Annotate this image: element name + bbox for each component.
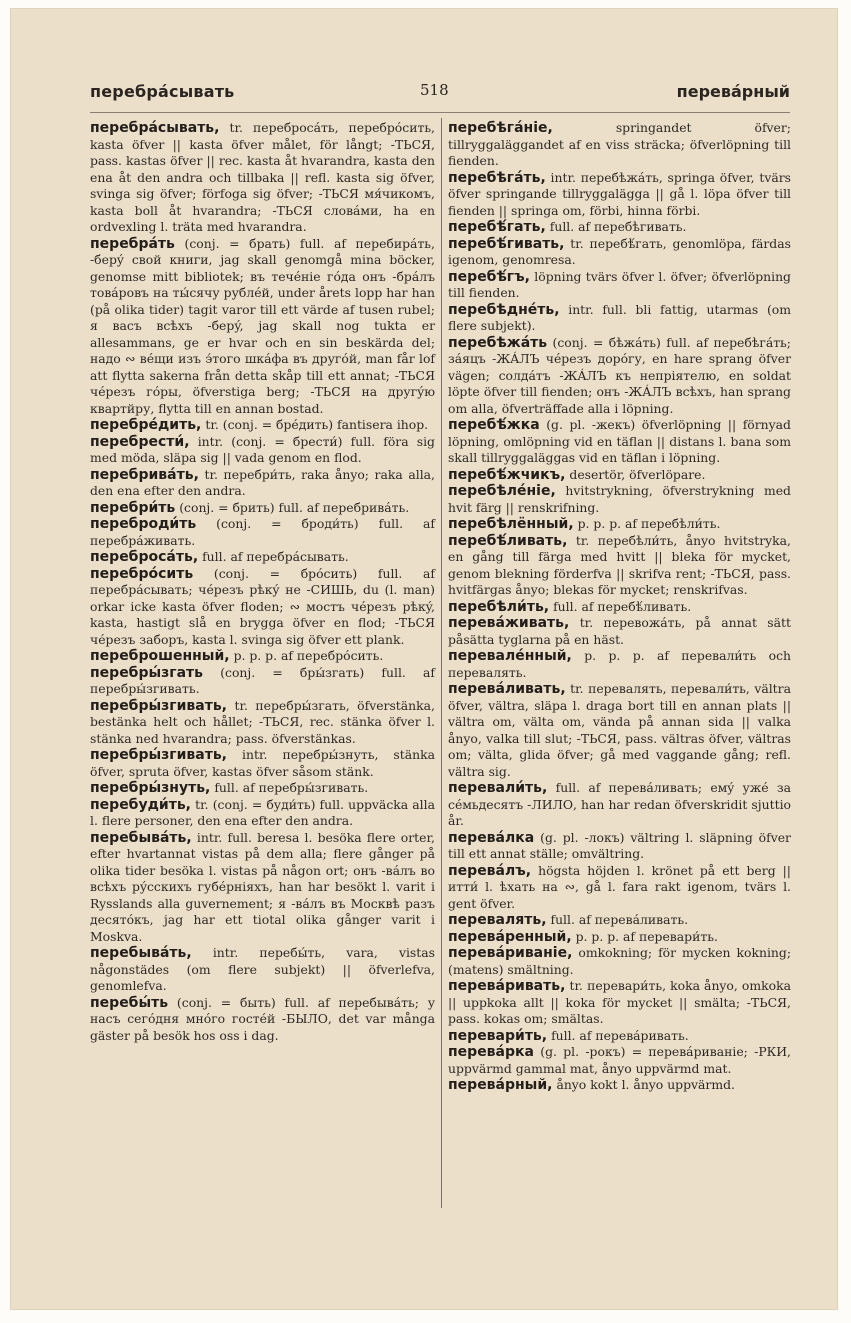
entry-headword: перебры́знуть,	[90, 780, 211, 796]
right-column	[448, 120, 791, 1094]
dictionary-entry	[448, 467, 791, 484]
entry-headword: перебри́ть	[90, 499, 176, 516]
entry-definition: p. p. p. af перевали́ть och перевалять.	[448, 648, 791, 680]
entry-definition: tr. перебросáть, перебрóсить, kasta öfver || kasta öfver målet, för långt; -ТЬСЯ, pass. kastas öfver || rec. kasta åt hvarandra, kasta den ena åt den andra och tillbaka || refl. kasta sig öfver, svinga sig öfver; förfoga sig öfver; -ТЬСЯ мя́чикомъ, kasta boll åt hvarandra; -ТЬСЯ словáми, ha en ordvexling l. träta med hvarandra.	[90, 120, 435, 234]
left-running-headword: перебрáсывать	[90, 82, 235, 101]
entry-headword: перевáживать,	[448, 615, 570, 631]
entry-definition: tr. перебѣ́гать, genomlöpa, färdas igenom, genomresa.	[448, 235, 791, 267]
entry-definition: tr. перевалять, перевали́ть, vältra öfver, vältra, släpa l. draga bort till en annan plats || vältra om, välta om, vända på annan sida || valka ånyo, valka till slut; -ТЬСЯ, pass. vältras öfver, vältras om; välta, glida öfver; gå med vaggande gång; refl. vältra sig.	[448, 681, 791, 779]
entry-headword: перевáренный,	[448, 928, 572, 945]
entry-definition: intr. (conj. = брести́) full. föra sig med möda, släpa sig || vada genom en flod.	[90, 433, 435, 465]
entry-definition: desertör, öfverlöpare.	[569, 466, 706, 482]
dictionary-entry	[448, 1028, 791, 1045]
dictionary-entry	[448, 648, 791, 681]
entry-definition: full. af перевáливать; емý ужé за сéмьдесятъ -ЛИЛО, han har redan öfverskridit sjuttio år.	[448, 780, 791, 828]
entry-headword: перебѣгáть,	[448, 169, 546, 186]
entry-headword: перебры́згать	[90, 664, 204, 681]
dictionary-entry	[448, 945, 791, 978]
entry-headword: перебѣ́ливать,	[448, 532, 568, 549]
dictionary-entry	[90, 698, 435, 748]
entry-headword: перебывáть,	[90, 945, 192, 961]
entry-definition: (conj. = бры́згать) full. af перебры́згивать.	[90, 664, 435, 696]
entry-headword: перевали́ть,	[448, 780, 548, 796]
dictionary-entry	[448, 269, 791, 302]
entry-definition: full. af перебры́згивать.	[214, 780, 369, 795]
entry-definition: högsta höjden l. krönet på ett berg || итти́ l. ѣхать на ∾, gå l. fara rakt igenom, tvärs l. gent öfver.	[448, 862, 791, 911]
entry-headword: перебуди́ть,	[90, 796, 191, 813]
entry-headword: перебѣлённый,	[448, 516, 574, 532]
dictionary-entry	[90, 995, 435, 1045]
entry-headword: перевалéнный,	[448, 648, 572, 664]
dictionary-entry	[448, 236, 791, 269]
entry-definition: intr. перебѣжáть, springa öfver, tvärs öfver springande tillryggalägga || gå l. löpa öfver till fienden || springa om, förbi, hinna förbi.	[448, 169, 791, 218]
entry-definition: hvitstrykning, öfverstrykning med hvit färg || renskrifning.	[448, 483, 791, 515]
entry-definition: intr. перебы́ть, vara, vistas någonstädes (om flere subjekt) || öfverlefva, genomlefva.	[90, 945, 435, 993]
entry-definition: full. af перебѣ́ливать.	[553, 598, 692, 614]
entry-headword: перебривáть,	[90, 466, 199, 483]
entry-headword: переброшенный,	[90, 648, 230, 664]
dictionary-entry	[90, 467, 435, 500]
dictionary-entry	[90, 236, 435, 418]
dictionary-entry	[448, 170, 791, 220]
entry-headword: перевáрка	[448, 1044, 534, 1060]
dictionary-entry	[448, 912, 791, 929]
entry-definition: (g. pl. -жекъ) öfverlöpning || förnyad löpning, omlöpning vid en täflan || distans l. bana som skall tillryggaläggas vid en täflan i löpning.	[448, 417, 791, 465]
entry-headword: перебры́згивать,	[90, 747, 227, 763]
entry-headword: перевáлка	[448, 829, 535, 846]
dictionary-entry	[448, 219, 791, 236]
entry-definition: p. p. p. af перебѣли́ть.	[577, 516, 721, 531]
entry-headword: перебрести́,	[90, 433, 190, 450]
dictionary-entry	[90, 665, 435, 698]
entry-definition: tr. (conj. = буди́ть) full. uppväcka alla l. flere personer, den ena efter den andra.	[90, 796, 435, 828]
dictionary-entry	[90, 566, 435, 649]
entry-headword: перебѣ́гъ,	[448, 268, 530, 285]
entry-headword: перевáрный,	[448, 1077, 553, 1093]
entry-headword: перевáриваніе,	[448, 945, 573, 961]
entry-headword: перебѣлéніе,	[448, 483, 556, 499]
entry-definition: p. p. p. af перевари́ть.	[575, 928, 718, 944]
header-rule	[90, 112, 790, 113]
entry-headword: перевáривать,	[448, 978, 566, 994]
dictionary-entry	[448, 417, 791, 467]
entry-definition: tr. перевожáть, på annat sätt påsätta tyglarna på en häst.	[448, 615, 791, 647]
dictionary-entry	[448, 863, 791, 913]
entry-definition: full. af перевáривать.	[551, 1027, 689, 1043]
entry-definition: (conj. = брить) full. af перебривáть.	[179, 499, 410, 515]
entry-definition: ånyo kokt l. ånyo uppvärmd.	[556, 1077, 735, 1092]
dictionary-entry	[90, 120, 435, 236]
dictionary-entry	[448, 1044, 791, 1077]
entry-definition: (g. pl. -рокъ) = перевáриваніе; -РКИ, uppvärmd gammal mat, ånyo uppvärmd mat.	[448, 1044, 791, 1076]
dictionary-entry	[448, 1077, 791, 1094]
entry-headword: перебѣ́жка	[448, 417, 540, 433]
dictionary-entry	[448, 335, 791, 418]
entry-headword: перебрáть	[90, 235, 175, 252]
page-header	[90, 76, 790, 106]
dictionary-entry	[448, 929, 791, 946]
entry-definition: tr. перевари́ть, koka ånyo, omkoka || uppkoka allt || koka för mycket || smälta; -ТЬСЯ, pass. kokas om; smältas.	[448, 978, 791, 1026]
entry-headword: перебывáть,	[90, 829, 192, 846]
dictionary-entry	[448, 978, 791, 1028]
entry-headword: перевáлъ,	[448, 862, 532, 879]
dictionary-entry	[448, 599, 791, 616]
entry-definition: intr. перебры́знуть, stänka öfver, spruta öfver, kastas öfver såsom stänk.	[90, 747, 435, 779]
entry-definition: springandet öfver; tillryggaläggandet af en viss sträcka; öfverlöpning till fienden.	[448, 120, 791, 168]
entry-definition: full. af перевáливать.	[550, 912, 689, 927]
entry-headword: переброди́ть	[90, 516, 197, 532]
entry-headword: перебы́ть	[90, 994, 169, 1011]
dictionary-entry	[90, 780, 435, 797]
dictionary-entry	[90, 434, 435, 467]
dictionary-entry	[90, 648, 435, 665]
dictionary-entry	[90, 945, 435, 995]
dictionary-entry	[448, 533, 791, 599]
entry-definition: full. af перебѣгивать.	[549, 219, 687, 234]
entry-definition: (conj. = быть) full. af перебывáть; у насъ сегóдня мнóго гостéй -БЫЛО, det var många gäster på besök hos oss i dag.	[90, 994, 435, 1043]
entry-definition: p. p. p. af перебрóсить.	[233, 648, 384, 663]
entry-definition: tr. перебри́ть, raka ånyo; raka alla, den ena efter den andra.	[90, 466, 435, 498]
entry-headword: перебѣгáніе,	[448, 120, 553, 136]
dictionary-entry	[90, 747, 435, 780]
entry-definition: intr. full. bli fattig, utarmas (om flere subjekt).	[448, 301, 791, 333]
dictionary-entry	[90, 500, 435, 517]
dictionary-entry	[448, 120, 791, 170]
page-number: 518	[420, 81, 449, 99]
entry-definition: tr. перебѣли́ть, ånyo hvitstryka, en gång till färga med hvitt || bleka för mycket, genom blekning förderfva || skrifva rent; -ТЬСЯ, pass. hvitfärgas ånyo; blekas för mycket; renskrifvas.	[448, 532, 791, 597]
entry-definition: (conj. = брóсить) full. af перебрáсывать; чéрезъ рѣкý не -СИШЬ, du (l. man) orkar icke kasta öfver floden; ∾ мостъ чéрезъ рѣкý, kasta, hastigt slå en brygga öfver en flod; -ТЬСЯ чéрезъ заборъ, kasta l. svinga sig öfver ett plank.	[90, 565, 435, 647]
entry-headword: перевари́ть,	[448, 1027, 548, 1044]
entry-definition: (conj. = бѣжáть) full. af перебѣгáть; зáяцъ -ЖÁЛЪ чéрезъ дорóгу, en hare sprang öfver vägen; солдáтъ -ЖÁЛЪ къ непріятелю, en soldat löpte öfver till fienden; онъ -ЖÁЛЪ всѣхъ, han sprang om alla, öfverträffade alla i löpning.	[448, 334, 791, 416]
dictionary-entry	[448, 516, 791, 533]
entry-definition: omkokning; för mycken kokning; (matens) smältning.	[448, 945, 791, 977]
left-column	[90, 120, 435, 1044]
entry-headword: перевалять,	[448, 912, 547, 928]
dictionary-entry	[90, 516, 435, 549]
entry-headword: перебрéдить,	[90, 417, 202, 433]
entry-definition: tr. (conj. = брéдить) fantisera ihop.	[205, 417, 429, 432]
entry-definition: löpning tvärs öfver l. öfver; öfverlöpning till fienden.	[448, 268, 791, 300]
entry-definition: (conj. = броди́ть) full. af перебрáживать.	[90, 516, 435, 548]
column-divider	[441, 118, 442, 1208]
dictionary-entry	[90, 417, 435, 434]
entry-headword: перебѣ́гивать,	[448, 235, 565, 252]
dictionary-entry	[448, 830, 791, 863]
entry-headword: перебѣ́жчикъ,	[448, 466, 566, 483]
entry-definition: (g. pl. -локъ) vältring l. släpning öfver till ett annat ställe; omvältring.	[448, 829, 791, 861]
dictionary-entry	[90, 549, 435, 566]
right-running-headword: перевáрный	[676, 82, 790, 101]
dictionary-entry	[448, 302, 791, 335]
dictionary-entry	[90, 797, 435, 830]
entry-headword: перебѣжáть	[448, 334, 548, 351]
entry-definition: tr. перебры́згать, öfverstänka, bestänka helt och hållet; -ТЬСЯ, rec. stänka öfver l. stänka ned hvarandra; pass. öfverstänkas.	[90, 697, 435, 746]
entry-headword: перевáливать,	[448, 681, 566, 697]
dictionary-entry	[448, 483, 791, 516]
entry-headword: перебѣ́гать,	[448, 219, 546, 235]
dictionary-entry	[448, 780, 791, 830]
dictionary-entry	[90, 830, 435, 946]
dictionary-entry	[448, 615, 791, 648]
entry-definition: intr. full. beresa l. besöka flere orter, efter hvartannat vistas på dem alla; flere gånger på olika tider besöka l. vistas på någon ort; онъ -вáлъ во всѣхъ рýсскихъ губéрніяхъ, han har besökt l. varit i Rysslands alla guvernement; я -вáлъ въ Москвѣ разъ десятóкъ, jag har ett tiotal olika gånger varit i Moskva.	[90, 829, 435, 944]
entry-headword: переброcáть,	[90, 549, 199, 565]
dictionary-entry	[448, 681, 791, 780]
entry-definition: full. af перебрáсывать.	[202, 549, 349, 564]
entry-headword: перебры́згивать,	[90, 697, 227, 714]
entry-headword: перебѣли́ть,	[448, 598, 550, 615]
entry-headword: перебрóсить	[90, 565, 194, 582]
entry-headword: перебѣдне́ть,	[448, 301, 560, 318]
entry-definition: (conj. = брать) full. af перебирáть, -берý свой книги, jag skall genomgå mina böcker, genomse mitt bibliotek; въ течéніе гóда онъ -брáлъ товáровъ на ты́сячу рублéй, under årets lopp har han (på olika tider) tagit varor till ett värde af tusen rubel; я васъ всѣхъ -берý, jag skall nog tukta er allesammans, ge er hvar och en sin beskärda del; надо ∾ вéщи изъ э́того шкáфа въ другóй, man får lof att flytta sakerna från detta skåp till ett annat; -ТЬСЯ чéрезъ гóры, öfverstiga berg; -ТЬСЯ на другýю квартйру, flytta till en annan bostad.	[90, 235, 435, 416]
entry-headword: перебрáсывать,	[90, 120, 220, 136]
